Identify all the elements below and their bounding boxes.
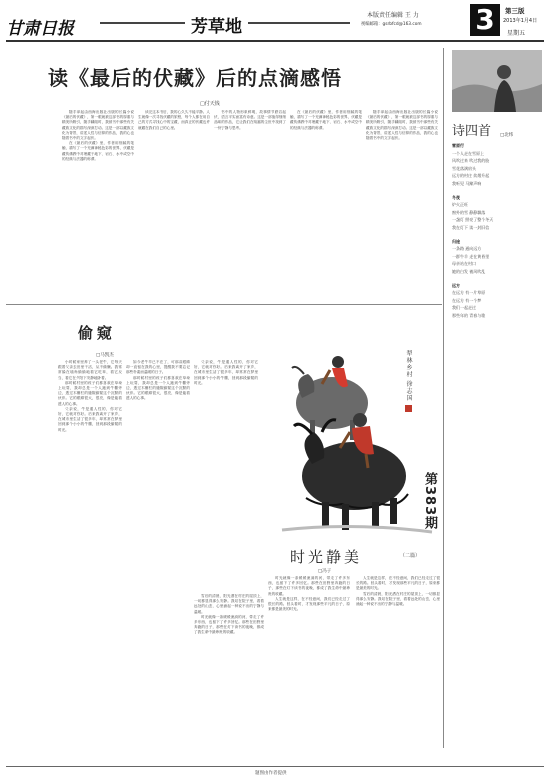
lead-article-column-2 (138, 110, 210, 300)
section-name: 芳草地 (185, 12, 248, 37)
essay-paragraph: 父亲说，牛是通人性的，你对它好，它就对你好。后来我离开了家乡，在城市里生活了很多年，却常常在梦里回到那个小小的牛棚，回到那段偷窥的时光。 (58, 406, 122, 432)
poem-line: 风吹过来 吹过我的脸 (452, 158, 490, 164)
poem-line: 雪花落满肩头 (452, 165, 476, 171)
poem-line: 炉火正旺 (452, 202, 468, 208)
poem-line: 一盏灯 照亮了整个冬天 (452, 217, 494, 223)
page-number-box (470, 4, 500, 36)
poem-section (452, 142, 542, 188)
essay-yukui-column-2 (126, 360, 190, 756)
essay-paragraph: 雪后的清晨，阳光洒在村庄的屋顶上，一切都显得那么安静。我站在院子里，看着远处的山峦，心里涌起一种说不出的宁静与温暖。 (194, 594, 264, 614)
issue-weekday: 星期五 (507, 30, 526, 37)
page-label: 第三版 (505, 7, 525, 15)
essay-paragraph: 那时候村里的孩子们都喜欢在草垛上玩耍，我却总是一个人跑到牛棚旁边，透过木栅栏的缝隙偷窥这个沉默的伙伴。它的眼睛很大，很亮，像是能看透人的心事。 (126, 375, 190, 401)
essay-time-title: 时光静美 (290, 548, 363, 566)
poem-line: 她的白发 被风吹乱 (452, 268, 486, 274)
editor-credit: 本版责任编辑 王 力 (367, 12, 419, 19)
essay-time-column-3 (356, 576, 440, 756)
essay-paragraph: 人生就是这样，在不经意间，我们已经走过了很长的路。回头看时，才发现那些平凡的日子，原来都是最美的时光。 (268, 596, 350, 612)
essay-paragraph: 时光就像一条缓缓流淌的河，带走了许多东西，也留下了许多回忆。那些在田野里奔跑的日子，那些在灯下读书的夜晚，都成了我生命中最珍贵的收藏。 (268, 576, 350, 596)
lead-paragraph: 书中的人物形象鲜明，故事情节跌宕起伏，语言平实而富有诗意。这是一部值得细细品味的作品，它让我们在喧嚣的尘世中找到了一份宁静与思考。 (214, 110, 286, 130)
column-divider (443, 48, 444, 748)
essay-time-author: □冯子 (318, 569, 332, 574)
poem-line: 在远方 有一个梦 (452, 297, 482, 303)
essay-paragraph: 雪后的清晨，阳光洒在村庄的屋顶上，一切都显得那么安静。我站在院子里，看着远处的山峦，心里涌起一种说不出的宁静与温暖。 (356, 591, 440, 607)
lead-article-column-1 (62, 110, 134, 300)
essay-time-column-1 (194, 594, 264, 756)
painting-inscription: 犁林乡村 徐志国 (405, 350, 412, 402)
poem-line: 窗外的雪 静静飘落 (452, 209, 486, 215)
page-number: 3 (475, 3, 495, 36)
yak-painting-image (262, 308, 438, 540)
essay-paragraph: 父亲说，牛是通人性的，你对它好，它就对你好。后来我离开了家乡，在城市里生活了很多年，却常常在梦里回到那个小小的牛棚，回到那段偷窥的时光。 (194, 360, 258, 385)
poem-line: 我听见 马蹄声响 (452, 180, 482, 186)
poem-line: 远方的村庄 炊烟升起 (452, 173, 490, 179)
poems-body (452, 142, 542, 752)
editor-contact: 视编邮箱：gsrbfcd@163.com (361, 22, 422, 27)
essay-time-subtitle: （二篇） (400, 553, 421, 559)
poems-author: □北纬 (500, 133, 514, 138)
poem-section (452, 194, 542, 232)
poet-photo (452, 50, 542, 112)
poem-line: 一个人走在雪原上 (452, 150, 484, 156)
poem-section (452, 282, 542, 320)
poem-line: 在远方 有一片草原 (452, 290, 486, 296)
essay-yukui-column-1 (58, 360, 122, 756)
lead-paragraph: 随手拿起由西海出版社出版的长篇小说《最后的伏藏》，第一眼就被这部书的厚重与精美所吸引，随手翻阅时，我被书中那些有关藏族文化的描写深深打动。这是一部以藏族文化为背景，讲述人性与信仰的作品，我的心也随着书中的文字起伏。 (366, 110, 438, 141)
poem-line: 那些年的 青春与歌 (452, 312, 486, 318)
essay-paragraph: 小时候家里养了一头老牛，它每天跟着父亲去田里干活，从不偷懒。我常常躲在墙角偷偷地看它吃草，看它反刍，看它在夕阳下安静地卧着。 (58, 360, 122, 380)
essay-paragraph: 如今老牛早已不在了，可那双眼睛却一直留在我的心里，提醒我不要忘记那些朴素而温暖的日子。 (126, 360, 190, 375)
poem-heading: 雪原行 (452, 143, 464, 148)
lead-paragraph: 随手拿起由西海出版社出版的长篇小说《最后的伏藏》，第一眼就被这部书的厚重与精美所吸引，随手翻阅时，我被书中那些有关藏族文化的描写深深打动。这是一部以藏族文化为背景，讲述人性与信仰的作品，我的心也随着书中的文字起伏。 (62, 110, 134, 141)
poem-section (452, 238, 542, 276)
lead-paragraph: 在《最后的伏藏》里，作者用细腻的笔触，描写了一个充满神秘色彩的世界，伏藏是藏传佛教中对埋藏于地下、岩石、水中或空中的经典与法器的称谓。 (62, 141, 134, 161)
essay-paragraph: 那时候村里的孩子们都喜欢在草垛上玩耍，我却总是一个人跑到牛棚旁边，透过木栅栏的缝隙偷窥这个沉默的伙伴。它的眼睛很大，很亮，像是能看透人的心事。 (58, 380, 122, 406)
essay-paragraph: 时光就像一条缓缓流淌的河，带走了许多东西，也留下了许多回忆。那些在田野里奔跑的日子，那些在灯下读书的夜晚，都成了我生命中最珍贵的收藏。 (194, 614, 264, 635)
poem-line: 一群牛羊 走在黄昏里 (452, 253, 490, 259)
footer-note: 题图由作者提供 (255, 771, 287, 776)
essay-paragraph: 人生就是这样，在不经意间，我们已经走过了很长的路。回头看时，才发现那些平凡的日子，原来都是最美的时光。 (356, 576, 440, 591)
poem-line: 一条路 通向远方 (452, 246, 482, 252)
essay-yukui-author: □马凯杰 (96, 353, 114, 358)
poem-line: 我们一起走过 (452, 305, 476, 311)
poem-line: 母亲站在村口 (452, 261, 476, 267)
essay-time-column-2 (268, 576, 350, 756)
lead-article-column-5 (366, 110, 438, 300)
poem-heading: 远方 (452, 282, 460, 288)
footer-rule (6, 766, 544, 767)
lead-paragraph: 在《最后的伏藏》里，作者用细腻的笔触，描写了一个充满神秘色彩的世界，伏藏是藏传佛教中对埋藏于地下、岩石、水中或空中的经典与法器的称谓。 (290, 110, 362, 130)
paper-name: 甘肃日报 (6, 19, 74, 39)
issue-date: 2013年1月4日 (503, 18, 538, 24)
poem-heading: 冬夜 (452, 194, 460, 200)
portrait-image (452, 50, 542, 112)
series-number: 第383期 (422, 472, 437, 531)
lead-paragraph: 读完这本书后，我的心久久不能平静。人生就像一次寻找伏藏的旅程，每个人都在用自己的方式寻找心中的宝藏，而真正的伏藏也许就藏在我们自己的心里。 (138, 110, 210, 130)
lead-bottom-rule (6, 304, 442, 305)
poem-heading: 归途 (452, 238, 460, 244)
yak-painting (262, 308, 438, 540)
lead-article-column-4 (290, 110, 362, 300)
artist-seal (405, 405, 412, 412)
masthead-rule (6, 40, 544, 42)
poems-title: 诗四首 (452, 124, 492, 139)
lead-article-title: 读《最后的伏藏》后的点滴感悟 (48, 66, 342, 90)
essay-yukui-title: 偷窥 (78, 324, 117, 342)
lead-article-author: □付天钱 (200, 101, 220, 107)
lead-article-column-3 (214, 110, 286, 300)
poem-line: 我在灯下 读一封旧信 (452, 224, 490, 230)
essay-yukui-column-3 (194, 360, 258, 590)
